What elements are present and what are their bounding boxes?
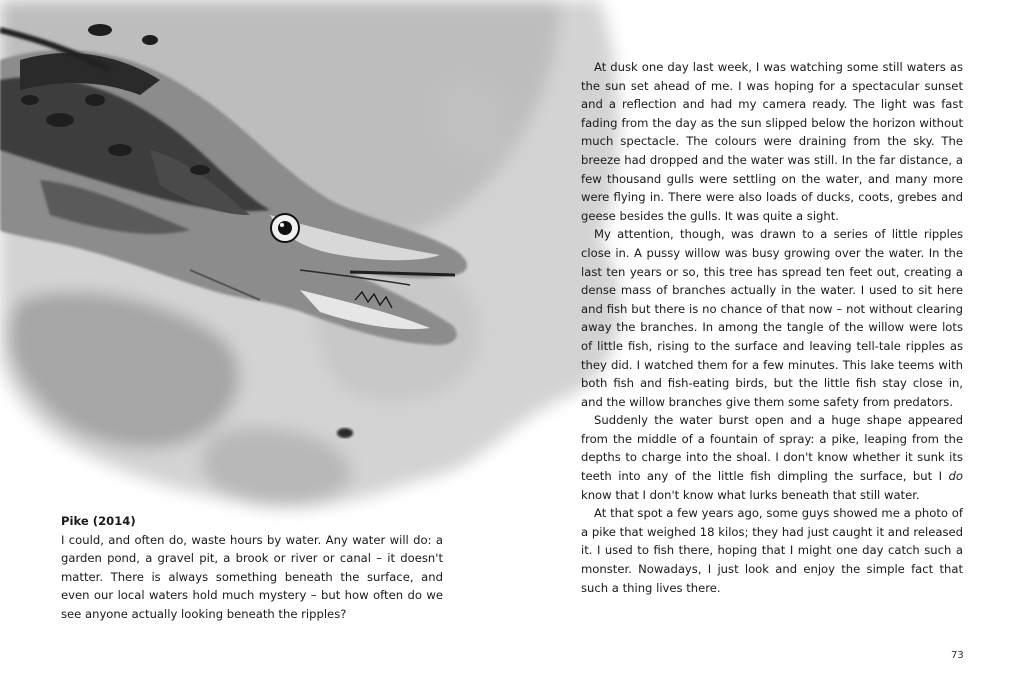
page-number: 73 (951, 650, 964, 661)
pike-illustration (0, 0, 640, 540)
paragraph-1: At dusk one day last week, I was watching some still waters as the sun set ahead of me. I was hoping for a spectacular sunset and a reflection and had my camera ready. The light was fast fading from the day as the sun slipped below the horizon without much spectacle. The colours were draining from the sky. The breeze had dropped and the water was still. In the far distance, a few thousand gulls were settling on the water, and many more were flying in. There were also loads of ducks, coots, grebes and geese besides the gulls. It was quite a sight. (581, 60, 963, 223)
paragraph-3-start: Suddenly the water burst open and a huge shape appeared from the middle of a fountain of spray: a pike, leaping from the depths to charge into the shoal. I don't know whether it sunk its teeth into any of the little fish dimpling the surface, but I (581, 413, 963, 484)
paragraph-3-end: know that I don't know what lurks beneath that still water. (581, 487, 920, 502)
illustration-caption (61, 512, 443, 624)
caption-text: I could, and often do, waste hours by water. Any water will do: a garden pond, a gravel pit, a brook or river or canal – it doesn't matter. There is always something beneath the surface, and even our local waters hold much mystery – but how often do we see anyone actually looking beneath the ripples? (61, 532, 443, 621)
paragraph-3 (581, 411, 963, 504)
paragraph-4: At that spot a few years ago, some guys showed me a photo of a pike that weighed 18 kilos; they had just caught it and released it. I used to fish there, hoping that I might one day catch such a monster. Nowadays, I just look and enjoy the simple fact that such a thing lives there. (581, 506, 963, 595)
body-text (581, 58, 963, 597)
paragraph-3-emphasis: do (948, 469, 963, 484)
caption-title: Pike (2014) (61, 514, 136, 528)
paragraph-2: My attention, though, was drawn to a series of little ripples close in. A pussy willow was busy growing over the water. In the last ten years or so, this tree has spread ten feet out, creating a dense mass of branches actually in the water. I used to sit here and fish but there is no chance of that now – not without clearing away the branches. In among the tangle of the willow were lots of little fish, rising to the surface and leaving tell-tale ripples as they did. I watched them for a few minutes. This lake teems with both fish and fish-eating birds, but the little fish stay close in, and the willow branches give them some safety from predators. (581, 227, 963, 409)
